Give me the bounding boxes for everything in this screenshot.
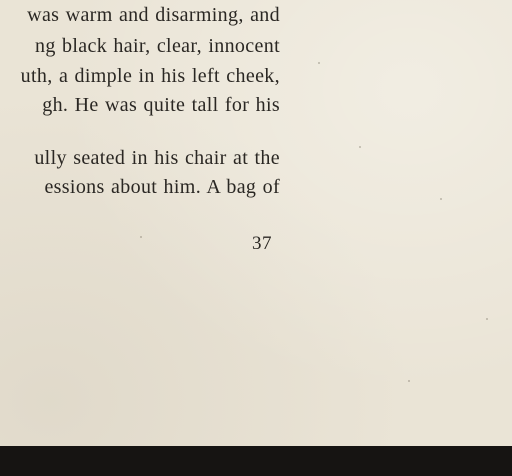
paper-speck [359, 146, 361, 148]
paper-speck [318, 62, 320, 64]
text-line-5: ully seated in his chair at the [34, 147, 280, 169]
text-line-3: uth, a dimple in his left cheek, [20, 65, 280, 87]
paper-speck [486, 318, 488, 320]
text-line-1: was warm and disarming, and [27, 4, 280, 26]
paper-speck [408, 380, 410, 382]
paper-speck [140, 236, 142, 238]
paper-speck [440, 198, 442, 200]
text-line-6: essions about him. A bag of [44, 176, 280, 198]
text-line-2: ng black hair, clear, innocent [34, 35, 280, 57]
text-line-4: gh. He was quite tall for his [42, 94, 280, 116]
page-number: 37 [252, 233, 272, 254]
scan-border [0, 446, 512, 476]
